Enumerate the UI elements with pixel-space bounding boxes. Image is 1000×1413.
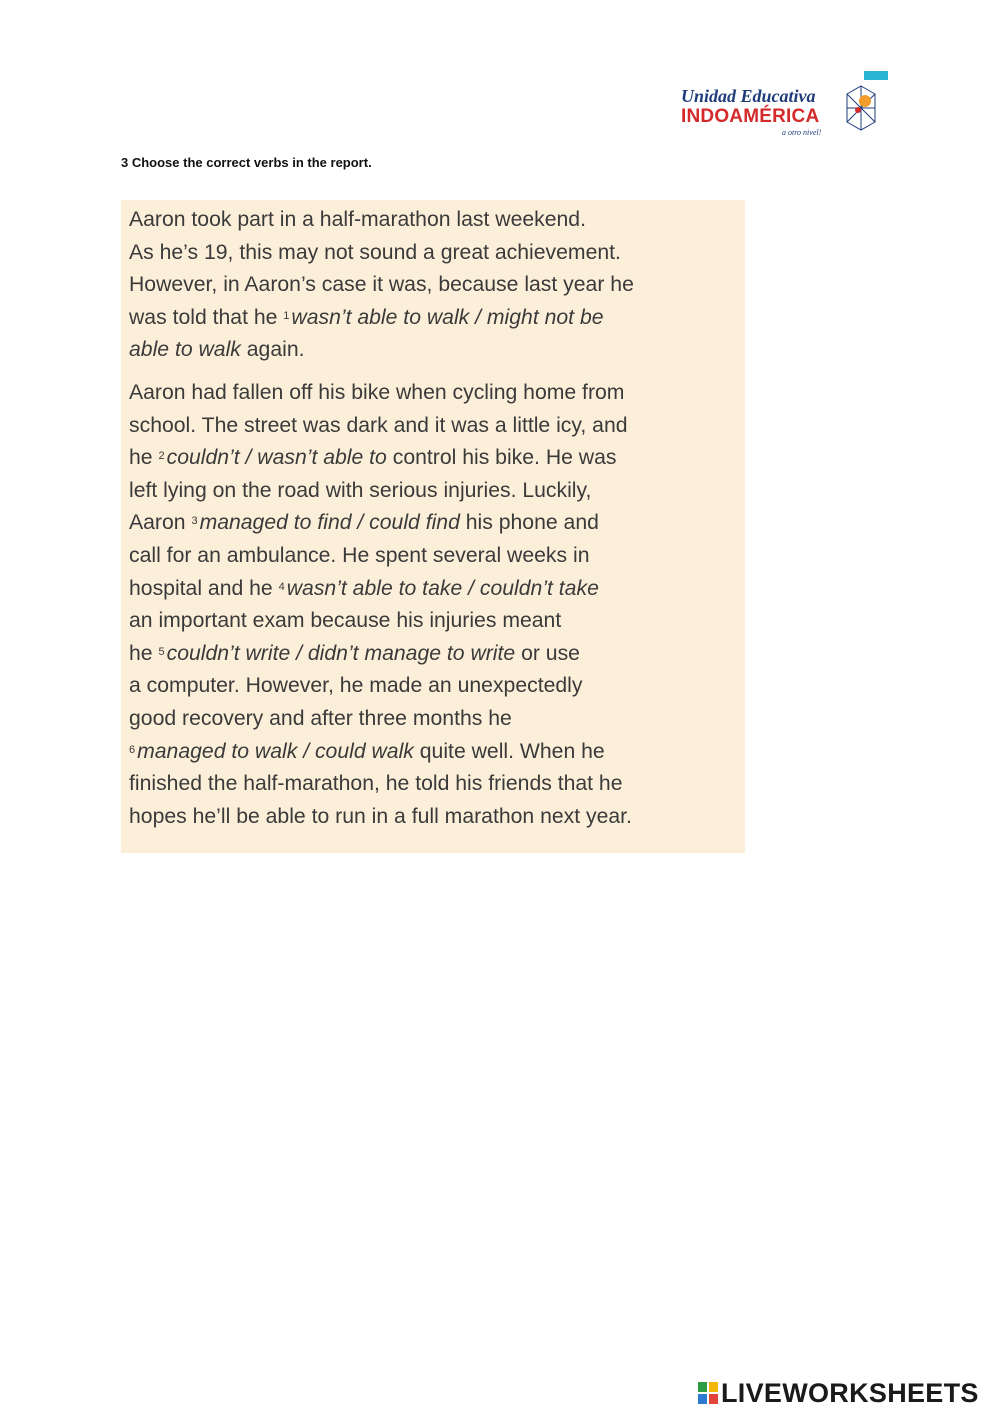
text-line: finished the half-marathon, he told his friends that he [129,772,623,796]
text-fragment: quite well. When he [413,739,605,763]
text-fragment: he [129,641,159,665]
gap-number-1: 1 [283,309,290,322]
text-line [129,442,745,475]
text-line [129,638,745,671]
report-text-box [121,200,745,853]
verb-choice-6[interactable]: managed to walk / could walk [137,739,414,763]
text-line: school. The street was dark and it was a little icy, and [129,413,628,437]
logo-line-2: INDOAMÉRICA [681,106,820,127]
text-line: good recovery and after three months he [129,706,512,730]
text-line: a computer. However, he made an unexpectedly [129,674,583,698]
verb-choice-1-cont[interactable]: able to walk [129,338,241,362]
verb-choice-2[interactable]: couldn’t / wasn’t able to [166,446,387,470]
text-fragment: was told that he [129,305,284,329]
gap-number-2: 2 [158,450,165,463]
text-line: Aaron took part in a half-marathon last weekend. [129,208,586,231]
text-fragment: control his bike. He was [386,446,617,470]
report-paragraph-1 [129,204,745,367]
logo-tagline: a otro nivel! [782,128,822,137]
text-fragment: again. [240,338,305,362]
text-line: hopes he’ll be able to run in a full marathon next year. [129,804,632,828]
logo-line-1: Unidad Educativa [681,86,816,106]
text-line [129,507,745,540]
text-line: Aaron had fallen off his bike when cycling home from [129,380,625,404]
report-paragraph-2 [129,377,745,833]
text-fragment: his phone and [459,511,599,535]
liveworksheets-mark-icon [697,1381,719,1405]
text-line: As he’s 19, this may not sound a great achievement. [129,240,621,264]
liveworksheets-brand-text: LIVEWORKSHEETS [721,1378,979,1408]
gap-number-4: 4 [278,580,285,593]
text-fragment: or use [515,641,580,665]
logo-emblem-icon [845,84,877,132]
verb-choice-4[interactable]: wasn’t able to take / couldn’t take [286,576,599,600]
text-line [129,302,745,335]
text-fragment: hospital and he [129,576,279,600]
verb-choice-1[interactable]: wasn’t able to walk / might not be [291,305,604,329]
text-line [129,736,745,769]
text-line [129,334,745,367]
school-logo [678,68,893,140]
text-line: call for an ambulance. He spent several weeks in [129,543,590,567]
logo-accent-bar [864,71,888,80]
text-line: an important exam because his injuries meant [129,609,562,633]
gap-number-3: 3 [191,515,198,528]
text-fragment: he [129,446,159,470]
text-fragment: Aaron [129,511,192,535]
text-line: However, in Aaron’s case it was, because last year he [129,273,634,297]
verb-choice-3[interactable]: managed to find / could find [199,511,460,535]
exercise-instruction: 3 Choose the correct verbs in the report. [121,155,372,170]
gap-number-5: 5 [158,645,165,658]
verb-choice-5[interactable]: couldn’t write / didn’t manage to write [166,641,516,665]
text-line: left lying on the road with serious injuries. Luckily, [129,478,592,502]
liveworksheets-logo[interactable] [697,1378,997,1408]
text-line [129,573,745,606]
gap-number-6: 6 [129,743,136,756]
